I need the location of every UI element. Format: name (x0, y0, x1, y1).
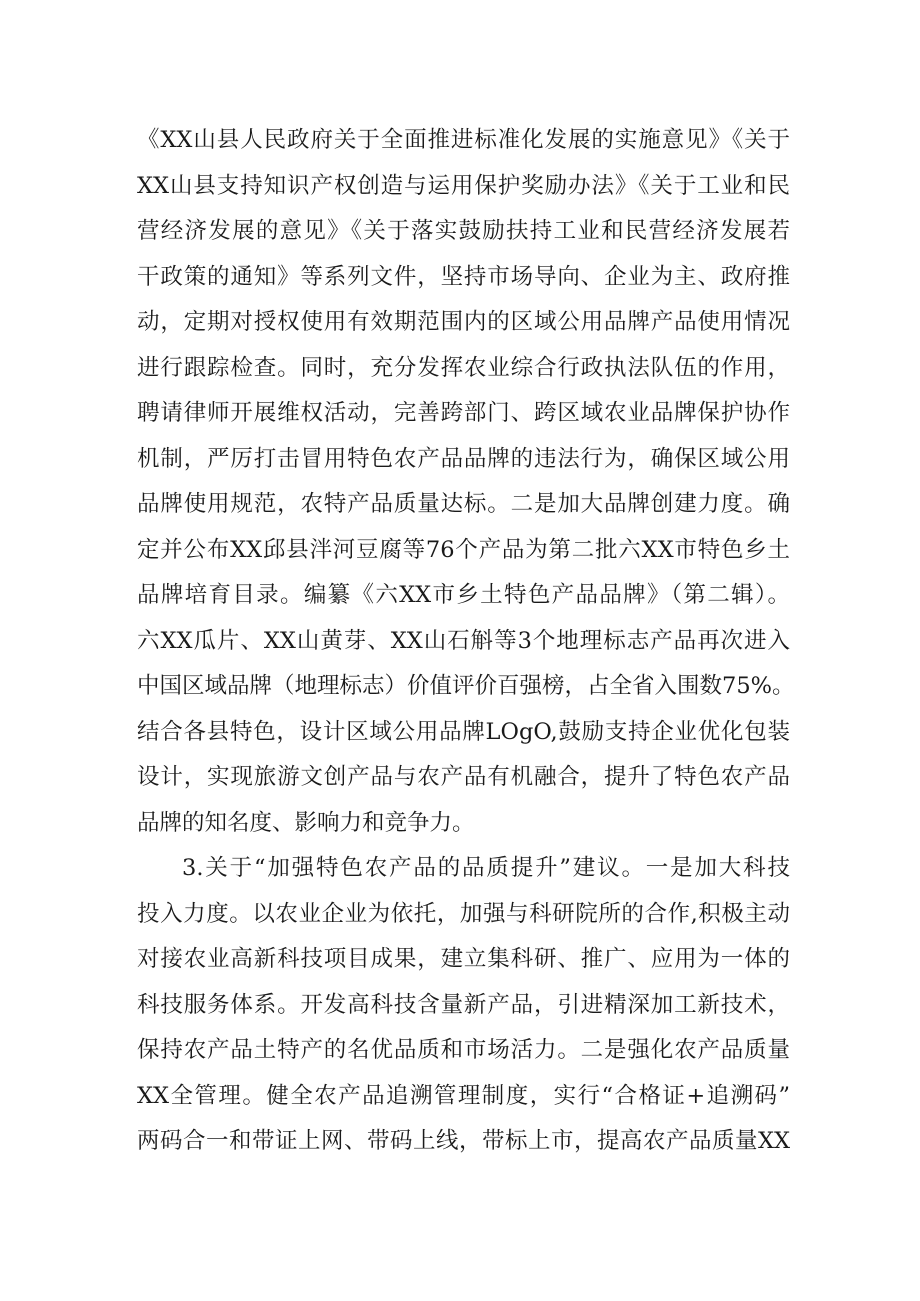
text-line: 聘请律师开展维权活动，完善跨部门、跨区域农业品牌保护协作 (137, 400, 790, 426)
paragraph-start-line: 3.关于“加强特色农产品的品质提升”建议。一是加大科技 (182, 855, 790, 881)
text-line: 《XX山县人民政府关于全面推进标准化发展的实施意见》《关于 (137, 127, 790, 153)
paragraph-end-line: 品牌的知名度、影响力和竞争力。 (137, 809, 475, 836)
document-body (137, 118, 797, 1165)
text-line: 进行跟踪检查。同时，充分发挥农业综合行政执法队伍的作用， (137, 354, 790, 381)
text-line: 结合各县特色，设计区域公用品牌LOgO,鼓励支持企业优化包装 (137, 718, 790, 745)
text-line: 投入力度。以农业企业为依托，加强与科研院所的合作,积极主动 (137, 900, 790, 927)
text-line: 品牌培育目录。编纂《六XX市乡土特色产品品牌》（第二辑）。 (137, 582, 790, 608)
text-line: 对接农业高新科技项目成果，建立集科研、推广、应用为一体的 (137, 946, 790, 972)
text-line: 机制，严厉打击冒用特色农产品品牌的违法行为，确保区域公用 (137, 445, 790, 472)
text-line: 科技服务体系。开发高科技含量新产品，引进精深加工新技术， (137, 991, 790, 1018)
text-line: 干政策的通知》等系列文件，坚持市场导向、企业为主、政府推 (137, 263, 790, 290)
text-line: 品牌使用规范，农特产品质量达标。二是加大品牌创建力度。确 (137, 491, 790, 517)
text-line: 六XX瓜片、XX山黄芽、XX山石斛等3个地理标志产品再次进入 (137, 627, 790, 654)
text-line: 动，定期对授权使用有效期范围内的区域公用品牌产品使用情况 (137, 309, 790, 335)
text-line: 两码合一和带证上网、带码上线，带标上市，提高农产品质量XX (137, 1128, 790, 1154)
text-line: 保持农产品土特产的名优品质和市场活力。二是强化农产品质量 (137, 1037, 790, 1063)
text-line: XX山县支持知识产权创造与运用保护奖励办法》《关于工业和民 (137, 172, 790, 199)
text-line: 营经济发展的意见》《关于落实鼓励扶持工业和民营经济发展若 (137, 218, 790, 244)
text-line: XX全管理。健全农产品追溯管理制度，实行“合格证+追溯码” (137, 1082, 790, 1109)
text-line: 设计，实现旅游文创产品与农产品有机融合，提升了特色农产品 (137, 764, 790, 790)
text-line: 中国区域品牌（地理标志）价值评价百强榜，占全省入围数75%。 (137, 673, 795, 699)
text-line: 定并公布XX邱县泮河豆腐等76个产品为第二批六XX市特色乡土 (137, 536, 790, 563)
